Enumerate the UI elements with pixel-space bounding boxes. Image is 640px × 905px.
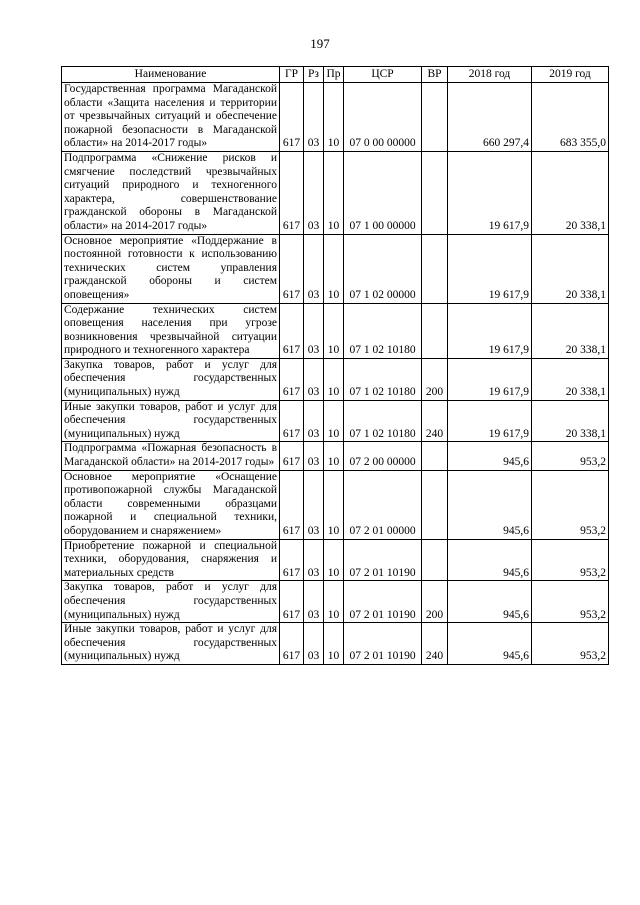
row-gr: 617 xyxy=(280,358,304,400)
header-name: Наименование xyxy=(62,67,280,83)
header-pr: Пр xyxy=(324,67,344,83)
row-pr: 10 xyxy=(324,442,344,470)
row-2019: 20 338,1 xyxy=(532,358,609,400)
row-name: Содержание технических систем оповещения населения при угрозе возникновения чрезвычайной ситуации природного и техногенного характера xyxy=(62,303,280,358)
row-2018: 19 617,9 xyxy=(448,358,532,400)
row-vr: 200 xyxy=(422,581,448,623)
row-pr: 10 xyxy=(324,581,344,623)
row-2019: 20 338,1 xyxy=(532,400,609,442)
row-vr xyxy=(422,442,448,470)
row-rz: 03 xyxy=(304,151,324,234)
row-2018: 19 617,9 xyxy=(448,303,532,358)
row-csr: 07 1 02 10180 xyxy=(344,400,422,442)
row-vr xyxy=(422,303,448,358)
header-2018: 2018 год xyxy=(448,67,532,83)
row-rz: 03 xyxy=(304,400,324,442)
row-rz: 03 xyxy=(304,539,324,581)
row-2019: 683 355,0 xyxy=(532,83,609,152)
row-gr: 617 xyxy=(280,470,304,539)
table-row xyxy=(62,400,609,442)
row-2019: 953,2 xyxy=(532,442,609,470)
row-name: Закупка товаров, работ и услуг для обеспечения государственных (муниципальных) нужд xyxy=(62,358,280,400)
row-2018: 19 617,9 xyxy=(448,151,532,234)
row-pr: 10 xyxy=(324,358,344,400)
row-pr: 10 xyxy=(324,623,344,665)
header-rz: Рз xyxy=(304,67,324,83)
row-2018: 945,6 xyxy=(448,470,532,539)
row-vr xyxy=(422,151,448,234)
row-2018: 19 617,9 xyxy=(448,234,532,303)
row-name: Закупка товаров, работ и услуг для обеспечения государственных (муниципальных) нужд xyxy=(62,581,280,623)
row-csr: 07 0 00 00000 xyxy=(344,83,422,152)
table-row xyxy=(62,83,609,152)
row-2019: 953,2 xyxy=(532,539,609,581)
row-pr: 10 xyxy=(324,83,344,152)
row-csr: 07 2 01 10190 xyxy=(344,623,422,665)
row-2018: 945,6 xyxy=(448,581,532,623)
row-gr: 617 xyxy=(280,581,304,623)
table-row xyxy=(62,358,609,400)
row-pr: 10 xyxy=(324,151,344,234)
row-name: Подпрограмма «Снижение рисков и смягчение последствий чрезвычайных ситуаций природного и техногенного характера, совершенствование гражданской обороны в Магаданской области» на 2014-2017 годы» xyxy=(62,151,280,234)
row-vr: 240 xyxy=(422,623,448,665)
row-2018: 945,6 xyxy=(448,539,532,581)
row-csr: 07 2 01 00000 xyxy=(344,470,422,539)
budget-table xyxy=(61,66,609,665)
row-pr: 10 xyxy=(324,400,344,442)
row-csr: 07 2 00 00000 xyxy=(344,442,422,470)
row-name: Основное мероприятие «Оснащение противопожарной службы Магаданской области современными образцами пожарной и специальной техники, оборудованием и снаряжением» xyxy=(62,470,280,539)
header-gr: ГР xyxy=(280,67,304,83)
row-2019: 953,2 xyxy=(532,581,609,623)
row-rz: 03 xyxy=(304,442,324,470)
row-gr: 617 xyxy=(280,234,304,303)
table-row xyxy=(62,234,609,303)
table-row xyxy=(62,151,609,234)
row-csr: 07 2 01 10190 xyxy=(344,581,422,623)
row-gr: 617 xyxy=(280,303,304,358)
row-vr xyxy=(422,234,448,303)
page-number: 197 xyxy=(310,36,330,51)
row-2019: 20 338,1 xyxy=(532,303,609,358)
row-gr: 617 xyxy=(280,623,304,665)
row-name: Основное мероприятие «Поддержание в постоянной готовности к использованию технических систем управления гражданской обороны и систем оповещения» xyxy=(62,234,280,303)
row-vr: 240 xyxy=(422,400,448,442)
row-vr xyxy=(422,539,448,581)
row-csr: 07 1 02 00000 xyxy=(344,234,422,303)
row-gr: 617 xyxy=(280,539,304,581)
row-rz: 03 xyxy=(304,234,324,303)
row-name: Приобретение пожарной и специальной техники, оборудования, снаряжения и материальных средств xyxy=(62,539,280,581)
row-name: Подпрограмма «Пожарная безопасность в Магаданской области» на 2014-2017 годы» xyxy=(62,442,280,470)
row-pr: 10 xyxy=(324,470,344,539)
row-gr: 617 xyxy=(280,151,304,234)
table-row xyxy=(62,623,609,665)
row-rz: 03 xyxy=(304,83,324,152)
header-csr: ЦСР xyxy=(344,67,422,83)
row-name: Иные закупки товаров, работ и услуг для обеспечения государственных (муниципальных) нужд xyxy=(62,623,280,665)
row-gr: 617 xyxy=(280,442,304,470)
row-2018: 945,6 xyxy=(448,442,532,470)
row-2018: 945,6 xyxy=(448,623,532,665)
table-row xyxy=(62,539,609,581)
row-rz: 03 xyxy=(304,470,324,539)
row-rz: 03 xyxy=(304,581,324,623)
row-2018: 19 617,9 xyxy=(448,400,532,442)
row-vr xyxy=(422,470,448,539)
row-csr: 07 2 01 10190 xyxy=(344,539,422,581)
table-row xyxy=(62,303,609,358)
row-rz: 03 xyxy=(304,303,324,358)
row-csr: 07 1 00 00000 xyxy=(344,151,422,234)
row-csr: 07 1 02 10180 xyxy=(344,358,422,400)
row-rz: 03 xyxy=(304,358,324,400)
table-row xyxy=(62,470,609,539)
row-rz: 03 xyxy=(304,623,324,665)
row-2019: 953,2 xyxy=(532,623,609,665)
row-2019: 20 338,1 xyxy=(532,151,609,234)
table-row xyxy=(62,581,609,623)
row-name: Иные закупки товаров, работ и услуг для обеспечения государственных (муниципальных) нужд xyxy=(62,400,280,442)
row-pr: 10 xyxy=(324,303,344,358)
row-gr: 617 xyxy=(280,83,304,152)
row-pr: 10 xyxy=(324,539,344,581)
row-vr: 200 xyxy=(422,358,448,400)
row-pr: 10 xyxy=(324,234,344,303)
header-2019: 2019 год xyxy=(532,67,609,83)
row-gr: 617 xyxy=(280,400,304,442)
row-name: Государственная программа Магаданской области «Защита населения и территории от чрезвычайных ситуаций и обеспечение пожарной безопасности в Магаданской области» на 2014-2017 годы» xyxy=(62,83,280,152)
row-2019: 953,2 xyxy=(532,470,609,539)
row-csr: 07 1 02 10180 xyxy=(344,303,422,358)
row-vr xyxy=(422,83,448,152)
row-2019: 20 338,1 xyxy=(532,234,609,303)
table-row xyxy=(62,442,609,470)
header-vr: ВР xyxy=(422,67,448,83)
table-header-row xyxy=(62,67,609,83)
row-2018: 660 297,4 xyxy=(448,83,532,152)
